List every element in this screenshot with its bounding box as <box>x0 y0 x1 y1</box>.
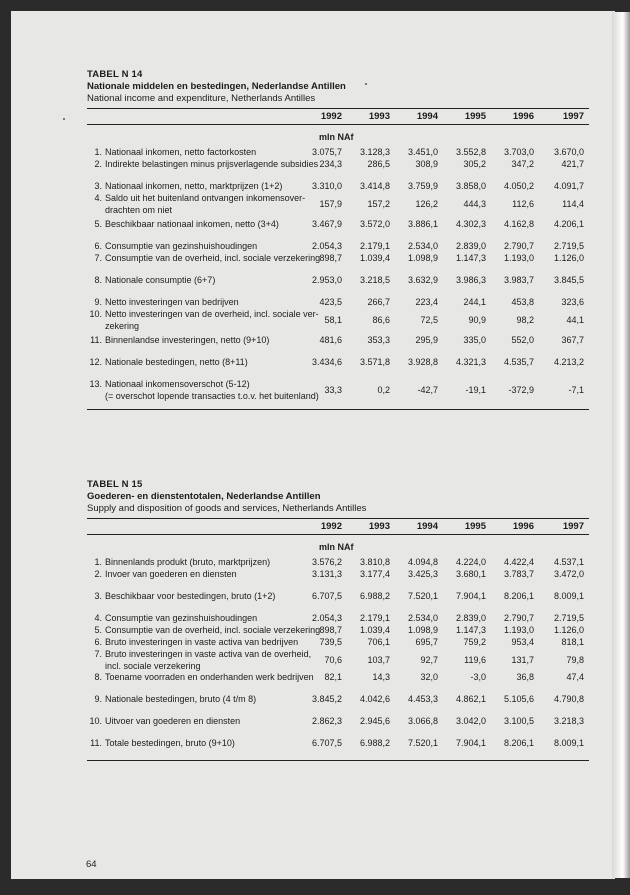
cell-value-1992: 423,5 <box>319 297 342 307</box>
column-header: 1996 <box>512 521 534 532</box>
row-number: 11. <box>90 738 102 748</box>
column-header: 1993 <box>368 521 390 532</box>
cell-value-1995: 3.552,8 <box>455 147 486 157</box>
row-label-text: Saldo uit het buitenland ontvangen inkomensover- <box>105 193 306 203</box>
cell-value-1992: 3.075,7 <box>311 147 342 157</box>
row-label-text: Consumptie van de overheid, incl. sociale verzekering <box>105 253 321 263</box>
row-label-text: Binnenlands produkt (bruto, marktprijzen) <box>105 557 271 567</box>
cell-value-1993: 2.945,6 <box>359 716 390 726</box>
row-label-text: Indirekte belastingen minus prijsverlagende subsidies <box>105 159 319 169</box>
cell-value-1996: 3.100,5 <box>503 716 534 726</box>
cell-value-1997: 44,1 <box>566 315 584 325</box>
cell-value-1995: 444,3 <box>463 199 486 209</box>
cell-value-1994: 3.425,3 <box>407 569 438 579</box>
cell-value-1994: 1.098,9 <box>407 253 438 263</box>
row-number: 7. <box>94 253 102 263</box>
cell-value-1993: 4.042,6 <box>359 694 390 704</box>
cell-value-1996: 3.703,0 <box>503 147 534 157</box>
row-number: 8. <box>94 275 102 285</box>
row-number: 10. <box>89 309 102 319</box>
cell-value-1992: 898,7 <box>319 625 342 635</box>
cell-value-1992: 898,7 <box>319 253 342 263</box>
row-number: 11. <box>90 335 102 345</box>
cell-value-1994: 3.928,8 <box>407 357 438 367</box>
cell-value-1992: 58,1 <box>324 315 342 325</box>
row-label <box>87 625 321 637</box>
cell-value-1996: -372,9 <box>508 385 534 395</box>
cell-value-1996: 36,8 <box>516 672 534 682</box>
cell-value-1996: 2.790,7 <box>503 241 534 251</box>
row-label-text: Invoer van goederen en diensten <box>105 569 237 579</box>
cell-value-1993: 706,1 <box>367 637 390 647</box>
cell-value-1997: 114,4 <box>562 199 584 209</box>
cell-value-1993: 266,7 <box>367 297 390 307</box>
cell-value-1996: 953,4 <box>511 637 534 647</box>
row-label <box>87 275 312 287</box>
cell-value-1994: 695,7 <box>415 637 438 647</box>
row-label-text: Consumptie van de overheid, incl. sociale verzekering <box>105 625 321 635</box>
column-header: 1997 <box>562 521 584 532</box>
cell-value-1992: 3.310,0 <box>311 181 342 191</box>
table-n14 <box>87 69 589 411</box>
column-header: 1995 <box>464 521 486 532</box>
row-label <box>87 649 312 672</box>
cell-value-1997: 4.206,1 <box>553 219 584 229</box>
cell-value-1994: 7.520,1 <box>407 738 438 748</box>
cell-value-1993: 14,3 <box>372 672 390 682</box>
row-label-text: Bruto investeringen in vaste activa van bedrijven <box>105 637 299 647</box>
cell-value-1995: 3.858,0 <box>455 181 486 191</box>
cell-value-1992: 70,6 <box>324 655 342 665</box>
cell-value-1994: 3.451,0 <box>407 147 438 157</box>
row-label <box>87 613 312 625</box>
row-label <box>87 219 312 231</box>
cell-value-1996: 98,2 <box>516 315 534 325</box>
row-label <box>87 569 312 581</box>
row-label-text: Nationale bestedingen, bruto (4 t/m 8) <box>105 694 257 704</box>
table-body <box>87 147 589 411</box>
cell-value-1994: 4.453,3 <box>407 694 438 704</box>
row-label-text: drachten om niet <box>105 204 173 215</box>
cell-value-1993: 3.177,4 <box>359 569 390 579</box>
row-number: 2. <box>94 569 102 579</box>
cell-value-1994: 92,7 <box>420 655 438 665</box>
row-label-text: Netto investeringen van bedrijven <box>105 297 239 307</box>
cell-value-1997: 4.213,2 <box>553 357 584 367</box>
cell-value-1997: 79,8 <box>566 655 584 665</box>
cell-value-1993: 3.218,5 <box>359 275 390 285</box>
cell-value-1995: 305,2 <box>463 159 486 169</box>
row-label <box>87 335 312 347</box>
table-bottom-rule <box>87 760 589 761</box>
row-label-text: Consumptie van gezinshuishoudingen <box>105 613 258 623</box>
cell-value-1992: 2.862,3 <box>311 716 342 726</box>
row-label <box>87 147 312 159</box>
cell-value-1997: 4.091,7 <box>553 181 584 191</box>
cell-value-1992: 481,6 <box>319 335 342 345</box>
cell-value-1993: 3.571,8 <box>359 357 390 367</box>
cell-value-1995: 335,0 <box>463 335 486 345</box>
row-number: 7. <box>94 649 102 659</box>
cell-value-1992: 2.054,3 <box>311 241 342 251</box>
row-label-text: Binnenlandse investeringen, netto (9+10) <box>105 335 270 345</box>
cell-value-1997: 8.009,1 <box>553 738 584 748</box>
cell-value-1997: 3.218,3 <box>553 716 584 726</box>
cell-value-1996: 3.783,7 <box>503 569 534 579</box>
table-title-english: National income and expenditure, Netherlands Antilles <box>87 93 316 104</box>
row-label-text: Nationale bestedingen, netto (8+11) <box>105 357 248 367</box>
unit-label: mln NAf <box>319 132 354 142</box>
row-label <box>87 637 312 649</box>
row-number: 13. <box>89 379 102 389</box>
cell-value-1993: 3.414,8 <box>359 181 390 191</box>
row-number: 5. <box>94 219 102 229</box>
cell-value-1997: 2.719,5 <box>553 241 584 251</box>
cell-value-1995: 4.321,3 <box>455 357 486 367</box>
cell-value-1995: 2.839,0 <box>455 241 486 251</box>
cell-value-1995: 2.839,0 <box>455 613 486 623</box>
cell-value-1997: 1.126,0 <box>553 625 584 635</box>
column-header: 1995 <box>464 111 486 122</box>
cell-value-1993: 6.988,2 <box>359 738 390 748</box>
row-number: 4. <box>94 193 102 203</box>
cell-value-1994: 2.534,0 <box>407 241 438 251</box>
row-number: 2. <box>94 159 102 169</box>
cell-value-1992: 3.845,2 <box>311 694 342 704</box>
row-label-text: Totale bestedingen, bruto (9+10) <box>105 738 235 748</box>
page-number: 64 <box>86 859 97 870</box>
cell-value-1996: 8.206,1 <box>503 591 534 601</box>
row-number: 3. <box>94 181 102 191</box>
row-label <box>87 193 312 216</box>
cell-value-1992: 2.953,0 <box>311 275 342 285</box>
column-header: 1992 <box>320 111 342 122</box>
row-number: 1. <box>94 147 102 157</box>
table-id: TABEL N 15 <box>87 479 143 490</box>
column-header: 1994 <box>416 521 438 532</box>
row-number: 3. <box>94 591 102 601</box>
cell-value-1995: 4.224,0 <box>455 557 486 567</box>
row-label-text: incl. sociale verzekering <box>105 660 201 671</box>
cell-value-1995: 244,1 <box>463 297 486 307</box>
cell-value-1996: 8.206,1 <box>503 738 534 748</box>
cell-value-1993: 3.572,0 <box>359 219 390 229</box>
row-label-text: Beschikbaar voor bestedingen, bruto (1+2) <box>105 591 276 601</box>
cell-value-1997: 3.845,5 <box>553 275 584 285</box>
cell-value-1992: 3.434,6 <box>311 357 342 367</box>
row-label-text: Bruto investeringen in vaste activa van de overheid, <box>105 649 312 659</box>
cell-value-1994: 295,9 <box>415 335 438 345</box>
cell-value-1997: 367,7 <box>561 335 584 345</box>
cell-value-1997: 2.719,5 <box>553 613 584 623</box>
cell-value-1992: 2.054,3 <box>311 613 342 623</box>
row-label-text: Beschikbaar nationaal inkomen, netto (3+4) <box>105 219 279 229</box>
cell-value-1997: 421,7 <box>561 159 584 169</box>
column-header: 1992 <box>320 521 342 532</box>
row-label-text: Nationale consumptie (6+7) <box>105 275 216 285</box>
cell-value-1997: 8.009,1 <box>553 591 584 601</box>
table-n15 <box>87 479 589 762</box>
cell-value-1997: 323,6 <box>561 297 584 307</box>
cell-value-1996: 131,7 <box>511 655 534 665</box>
cell-value-1994: 3.759,9 <box>407 181 438 191</box>
table-bottom-rule <box>87 409 589 410</box>
row-number: 12. <box>89 357 102 367</box>
cell-value-1995: 1.147,3 <box>455 253 486 263</box>
table-title-dutch: Goederen- en dienstentotalen, Nederlandse Antillen <box>87 491 321 502</box>
cell-value-1992: 234,3 <box>319 159 342 169</box>
row-label <box>87 379 319 402</box>
row-label <box>87 357 312 369</box>
row-label-text: Nationaal inkomensoverschot (5-12) <box>105 379 250 389</box>
cell-value-1995: 759,2 <box>463 637 486 647</box>
cell-value-1995: 1.147,3 <box>455 625 486 635</box>
cell-value-1996: 4.422,4 <box>503 557 534 567</box>
cell-value-1993: 353,3 <box>367 335 390 345</box>
row-number: 5. <box>94 625 102 635</box>
cell-value-1993: 86,6 <box>372 315 390 325</box>
cell-value-1996: 1.193,0 <box>503 625 534 635</box>
cell-value-1993: 6.988,2 <box>359 591 390 601</box>
column-header: 1996 <box>512 111 534 122</box>
cell-value-1996: 453,8 <box>511 297 534 307</box>
row-label <box>87 181 312 193</box>
cell-value-1996: 1.193,0 <box>503 253 534 263</box>
cell-value-1993: 286,5 <box>367 159 390 169</box>
page-edge <box>612 12 630 878</box>
row-label-text: zekering <box>105 320 140 331</box>
row-label <box>87 694 312 706</box>
cell-value-1994: 7.520,1 <box>407 591 438 601</box>
cell-value-1996: 5.105,6 <box>503 694 534 704</box>
cell-value-1993: 103,7 <box>367 655 390 665</box>
cell-value-1993: 0,2 <box>377 385 390 395</box>
row-label-text: Uitvoer van goederen en diensten <box>105 716 241 726</box>
cell-value-1994: 1.098,9 <box>407 625 438 635</box>
column-header: 1994 <box>416 111 438 122</box>
row-label-text: Nationaal inkomen, netto, marktprijzen (1+2) <box>105 181 283 191</box>
row-label <box>87 738 312 750</box>
cell-value-1994: 308,9 <box>415 159 438 169</box>
row-number: 9. <box>94 694 102 704</box>
cell-value-1994: 3.886,1 <box>407 219 438 229</box>
row-number: 6. <box>94 241 102 251</box>
table-header-years <box>87 518 589 535</box>
row-number: 10. <box>89 716 102 726</box>
cell-value-1992: 6.707,5 <box>311 738 342 748</box>
cell-value-1994: 3.632,9 <box>407 275 438 285</box>
column-header: 1997 <box>562 111 584 122</box>
cell-value-1997: 3.670,0 <box>553 147 584 157</box>
cell-value-1996: 347,2 <box>511 159 534 169</box>
cell-value-1997: 4.537,1 <box>553 557 584 567</box>
row-label <box>87 159 319 171</box>
cell-value-1995: 4.862,1 <box>455 694 486 704</box>
row-label <box>87 672 312 684</box>
cell-value-1995: 3.986,3 <box>455 275 486 285</box>
row-label <box>87 591 312 603</box>
cell-value-1993: 157,2 <box>367 199 390 209</box>
cell-value-1994: 32,0 <box>420 672 438 682</box>
cell-value-1994: 2.534,0 <box>407 613 438 623</box>
row-number: 8. <box>94 672 102 682</box>
row-label <box>87 557 312 569</box>
cell-value-1992: 739,5 <box>319 637 342 647</box>
scan-speck <box>365 83 367 85</box>
cell-value-1995: -3,0 <box>470 672 486 682</box>
cell-value-1995: 3.042,0 <box>455 716 486 726</box>
cell-value-1992: 3.467,9 <box>311 219 342 229</box>
cell-value-1995: 90,9 <box>468 315 486 325</box>
cell-value-1997: -7,1 <box>568 385 584 395</box>
cell-value-1992: 157,9 <box>319 199 342 209</box>
cell-value-1993: 2.179,1 <box>359 613 390 623</box>
row-label-text: Toename voorraden en onderhanden werk bedrijven <box>105 672 314 682</box>
cell-value-1994: 126,2 <box>415 199 438 209</box>
cell-value-1995: 3.680,1 <box>455 569 486 579</box>
row-label-text: Consumptie van gezinshuishoudingen <box>105 241 258 251</box>
row-number: 1. <box>94 557 102 567</box>
row-number: 6. <box>94 637 102 647</box>
cell-value-1993: 2.179,1 <box>359 241 390 251</box>
document-page <box>11 11 615 879</box>
cell-value-1995: 119,6 <box>464 655 486 665</box>
table-body <box>87 557 589 762</box>
row-label <box>87 716 312 728</box>
cell-value-1993: 3.810,8 <box>359 557 390 567</box>
table-title-english: Supply and disposition of goods and services, Netherlands Antilles <box>87 503 367 514</box>
table-header-years <box>87 108 589 125</box>
row-number: 9. <box>94 297 102 307</box>
cell-value-1994: 4.094,8 <box>407 557 438 567</box>
row-label <box>87 297 312 309</box>
row-label-text: Netto investeringen van de overheid, incl. sociale ver- <box>105 309 319 319</box>
row-number: 4. <box>94 613 102 623</box>
cell-value-1997: 1.126,0 <box>553 253 584 263</box>
table-title-dutch: Nationale middelen en bestedingen, Nederlandse Antillen <box>87 81 346 92</box>
cell-value-1994: 72,5 <box>420 315 438 325</box>
cell-value-1993: 1.039,4 <box>359 253 390 263</box>
row-label <box>87 253 321 265</box>
column-header: 1993 <box>368 111 390 122</box>
cell-value-1996: 3.983,7 <box>503 275 534 285</box>
cell-value-1996: 552,0 <box>511 335 534 345</box>
cell-value-1992: 33,3 <box>324 385 342 395</box>
table-id: TABEL N 14 <box>87 69 143 80</box>
cell-value-1993: 1.039,4 <box>359 625 390 635</box>
cell-value-1996: 4.162,8 <box>503 219 534 229</box>
cell-value-1997: 3.472,0 <box>553 569 584 579</box>
cell-value-1996: 2.790,7 <box>503 613 534 623</box>
unit-label: mln NAf <box>319 542 354 552</box>
cell-value-1995: 7.904,1 <box>455 738 486 748</box>
cell-value-1996: 4.050,2 <box>503 181 534 191</box>
cell-value-1994: 3.066,8 <box>407 716 438 726</box>
cell-value-1997: 818,1 <box>561 637 584 647</box>
row-label <box>87 309 319 332</box>
cell-value-1994: -42,7 <box>417 385 438 395</box>
cell-value-1992: 6.707,5 <box>311 591 342 601</box>
cell-value-1994: 223,4 <box>415 297 438 307</box>
cell-value-1993: 3.128,3 <box>359 147 390 157</box>
scan-speck <box>63 118 65 120</box>
cell-value-1996: 112,6 <box>512 199 534 209</box>
cell-value-1992: 3.576,2 <box>311 557 342 567</box>
cell-value-1995: 7.904,1 <box>455 591 486 601</box>
row-label-text: (= overschot lopende transacties t.o.v. het buitenland) <box>105 390 319 401</box>
cell-value-1995: 4.302,3 <box>455 219 486 229</box>
row-label-text: Nationaal inkomen, netto factorkosten <box>105 147 257 157</box>
cell-value-1992: 82,1 <box>324 672 342 682</box>
cell-value-1997: 4.790,8 <box>553 694 584 704</box>
cell-value-1992: 3.131,3 <box>311 569 342 579</box>
cell-value-1995: -19,1 <box>465 385 486 395</box>
cell-value-1996: 4.535,7 <box>503 357 534 367</box>
cell-value-1997: 47,4 <box>566 672 584 682</box>
row-label <box>87 241 312 253</box>
